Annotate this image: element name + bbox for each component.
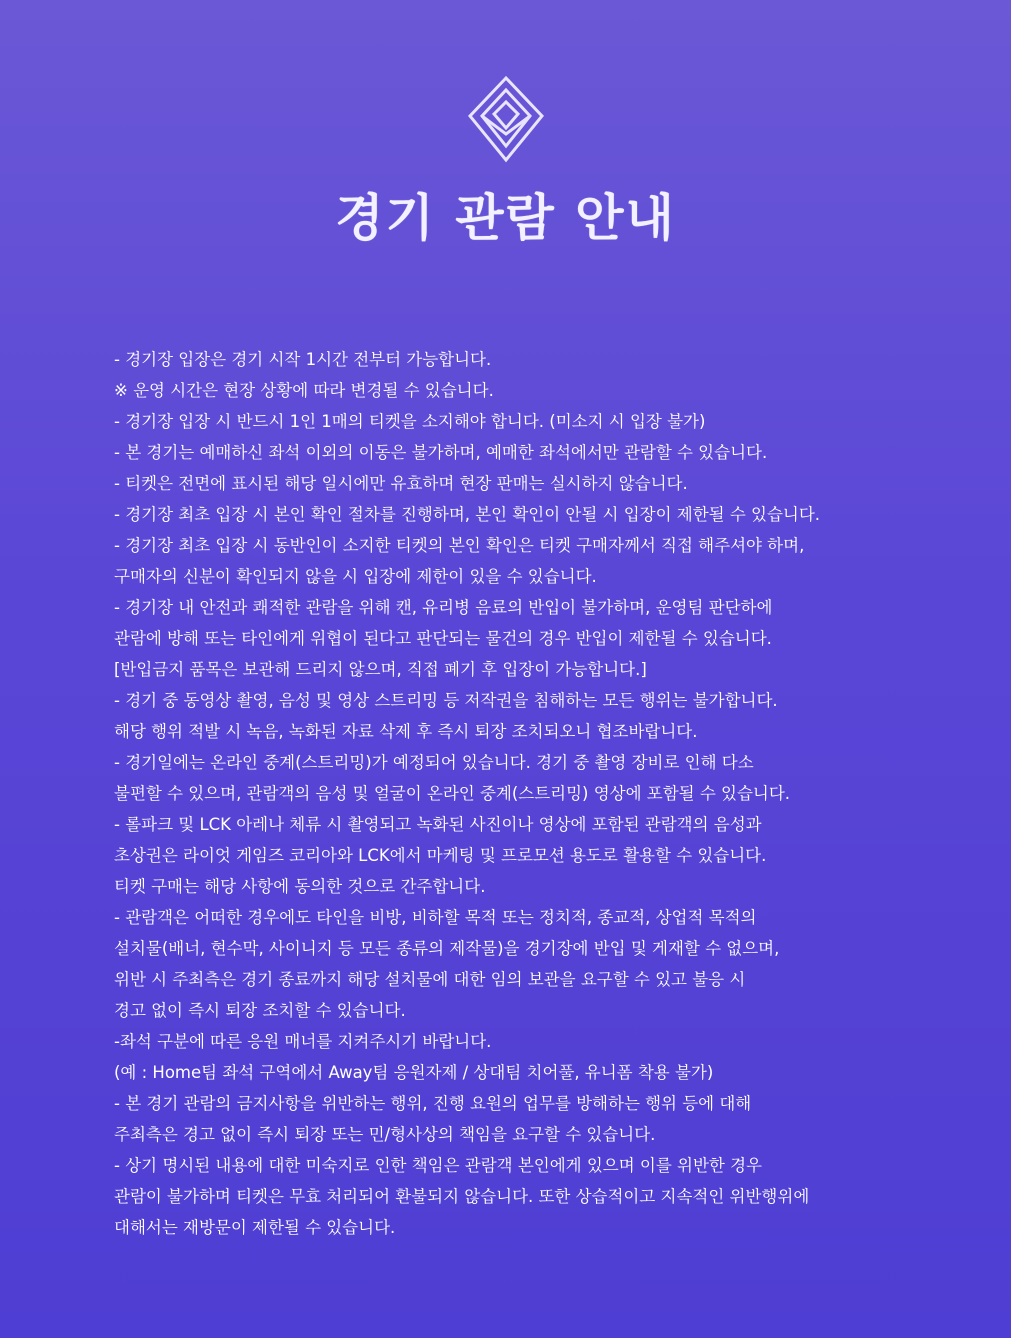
notice-line: 구매자의 신분이 확인되지 않을 시 입장에 제한이 있을 수 있습니다. [114,567,597,586]
notice-line: (예 : Home팀 좌석 구역에서 Away팀 응원자제 / 상대팀 치어풀, 유니폼 착용 불가) [114,1063,714,1082]
diamond-emblem-icon [466,74,546,164]
page-title: 경기 관람 안내 [335,189,676,247]
notice-line: - 경기장 최초 입장 시 본인 확인 절차를 진행하며, 본인 확인이 안될 시 입장이 제한될 수 있습니다. [114,505,821,524]
notice-line: - 경기일에는 온라인 중계(스트리밍)가 예정되어 있습니다. 경기 중 촬영 장비로 인해 다소 [114,753,754,772]
notice-line: -좌석 구분에 따른 응원 매너를 지켜주시기 바랍니다. [114,1032,492,1051]
notice-line: - 경기장 입장은 경기 시작 1시간 전부터 가능합니다. [114,350,492,369]
notice-line: 설치물(배너, 현수막, 사이니지 등 모든 종류의 제작물)을 경기장에 반입 및 게재할 수 없으며, [114,939,780,958]
notice-list [114,344,904,1243]
notice-line: 관람이 불가하며 티켓은 무효 처리되어 환불되지 않습니다. 또한 상습적이고 지속적인 위반행위에 [114,1187,810,1206]
notice-line: [반입금지 품목은 보관해 드리지 않으며, 직접 폐기 후 입장이 가능합니다.] [114,660,647,679]
notice-line: - 본 경기는 예매하신 좌석 이외의 이동은 불가하며, 예매한 좌석에서만 관람할 수 있습니다. [114,443,768,462]
notice-line: - 경기장 내 안전과 쾌적한 관람을 위해 캔, 유리병 음료의 반입이 불가하며, 운영팀 판단하에 [114,598,773,617]
notice-line: 위반 시 주최측은 경기 종료까지 해당 설치물에 대한 임의 보관을 요구할 수 있고 불응 시 [114,970,746,989]
notice-line: 초상권은 라이엇 게임즈 코리아와 LCK에서 마케팅 및 프로모션 용도로 활용할 수 있습니다. [114,846,767,865]
notice-line: - 경기장 입장 시 반드시 1인 1매의 티켓을 소지해야 합니다. (미소지 시 입장 불가) [114,412,706,431]
notice-line: 관람에 방해 또는 타인에게 위협이 된다고 판단되는 물건의 경우 반입이 제한될 수 있습니다. [114,629,772,648]
notice-line: - 경기장 최초 입장 시 동반인이 소지한 티켓의 본인 확인은 티켓 구매자께서 직접 해주셔야 하며, [114,536,805,555]
notice-line: 주최측은 경고 없이 즉시 퇴장 또는 민/형사상의 책임을 요구할 수 있습니다. [114,1125,656,1144]
notice-line: 대해서는 재방문이 제한될 수 있습니다. [114,1218,396,1237]
notice-line: - 경기 중 동영상 촬영, 음성 및 영상 스트리밍 등 저작권을 침해하는 모든 행위는 불가합니다. [114,691,778,710]
notice-line: - 본 경기 관람의 금지사항을 위반하는 행위, 진행 요원의 업무를 방해하는 행위 등에 대해 [114,1094,752,1113]
notice-line: 티켓 구매는 해당 사항에 동의한 것으로 간주합니다. [114,877,486,896]
notice-line: 경고 없이 즉시 퇴장 조치할 수 있습니다. [114,1001,406,1020]
notice-line: ※ 운영 시간은 현장 상황에 따라 변경될 수 있습니다. [114,381,494,400]
notice-line: - 티켓은 전면에 표시된 해당 일시에만 유효하며 현장 판매는 실시하지 않습니다. [114,474,688,493]
notice-line: - 관람객은 어떠한 경우에도 타인을 비방, 비하할 목적 또는 정치적, 종교적, 상업적 목적의 [114,908,757,927]
notice-line: 해당 행위 적발 시 녹음, 녹화된 자료 삭제 후 즉시 퇴장 조치되오니 협조바랍니다. [114,722,698,741]
notice-line: 불편할 수 있으며, 관람객의 음성 및 얼굴이 온라인 중계(스트리밍) 영상에 포함될 수 있습니다. [114,784,791,803]
notice-line: - 상기 명시된 내용에 대한 미숙지로 인한 책임은 관람객 본인에게 있으며 이를 위반한 경우 [114,1156,762,1175]
notice-line: - 롤파크 및 LCK 아레나 체류 시 촬영되고 녹화된 사진이나 영상에 포함된 관람객의 음성과 [114,815,762,834]
